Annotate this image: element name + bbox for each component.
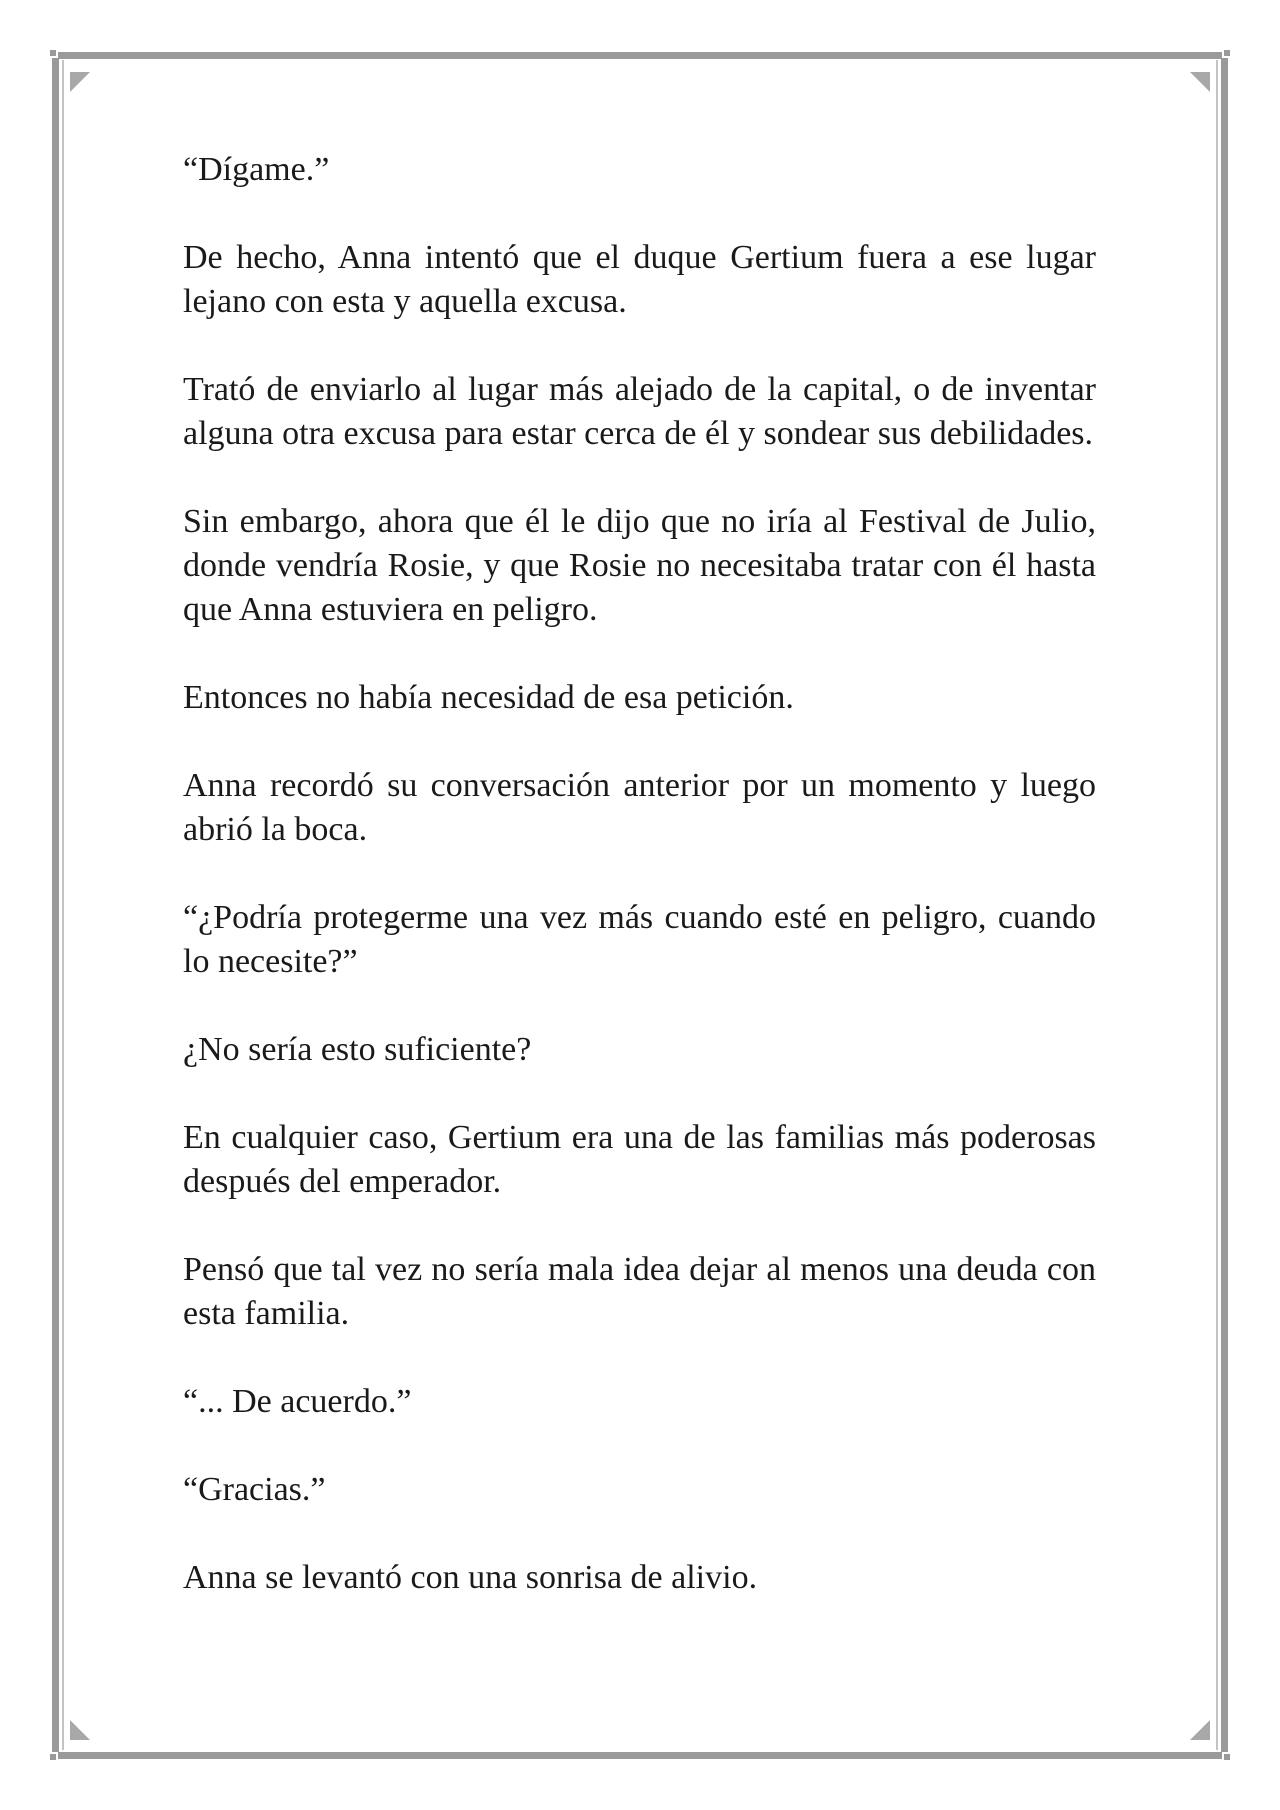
paragraph-6: Anna recordó su conversación anterior por un momento y luego abrió la boca. [183, 767, 1096, 848]
corner-ornament-top-left [70, 72, 90, 92]
corner-ornament-top-right [1190, 72, 1210, 92]
paragraph-13: Anna se levantó con una sonrisa de alivio. [183, 1559, 758, 1596]
paragraph-4: Sin embargo, ahora que él le dijo que no iría al Festival de Julio, donde vendría Rosie, y que Rosie no necesitaba tratar con él hasta que Anna estuviera en peligro. [183, 503, 1096, 628]
paragraph-5: Entonces no había necesidad de esa petición. [183, 679, 794, 716]
corner-ornament-bottom-right [1190, 1720, 1210, 1740]
paragraph-12: “Gracias.” [183, 1471, 326, 1508]
corner-ornament-bottom-left [70, 1720, 90, 1740]
paragraph-1: “Dígame.” [183, 151, 330, 188]
paragraph-11: “... De acuerdo.” [183, 1383, 412, 1420]
paragraph-10: Pensó que tal vez no sería mala idea dejar al menos una deuda con esta familia. [183, 1251, 1096, 1332]
paragraph-7: “¿Podría protegerme una vez más cuando esté en peligro, cuando lo necesite?” [183, 899, 1096, 980]
paragraph-9: En cualquier caso, Gertium era una de las familias más poderosas después del emperador. [183, 1119, 1096, 1200]
paragraph-8: ¿No sería esto suficiente? [183, 1031, 532, 1068]
paragraph-2: De hecho, Anna intentó que el duque Gertium fuera a ese lugar lejano con esta y aquella excusa. [183, 239, 1096, 320]
paragraph-3: Trató de enviarlo al lugar más alejado de la capital, o de inventar alguna otra excusa para estar cerca de él y sondear sus debilidades. [183, 371, 1096, 452]
document-body [183, 148, 1096, 1600]
